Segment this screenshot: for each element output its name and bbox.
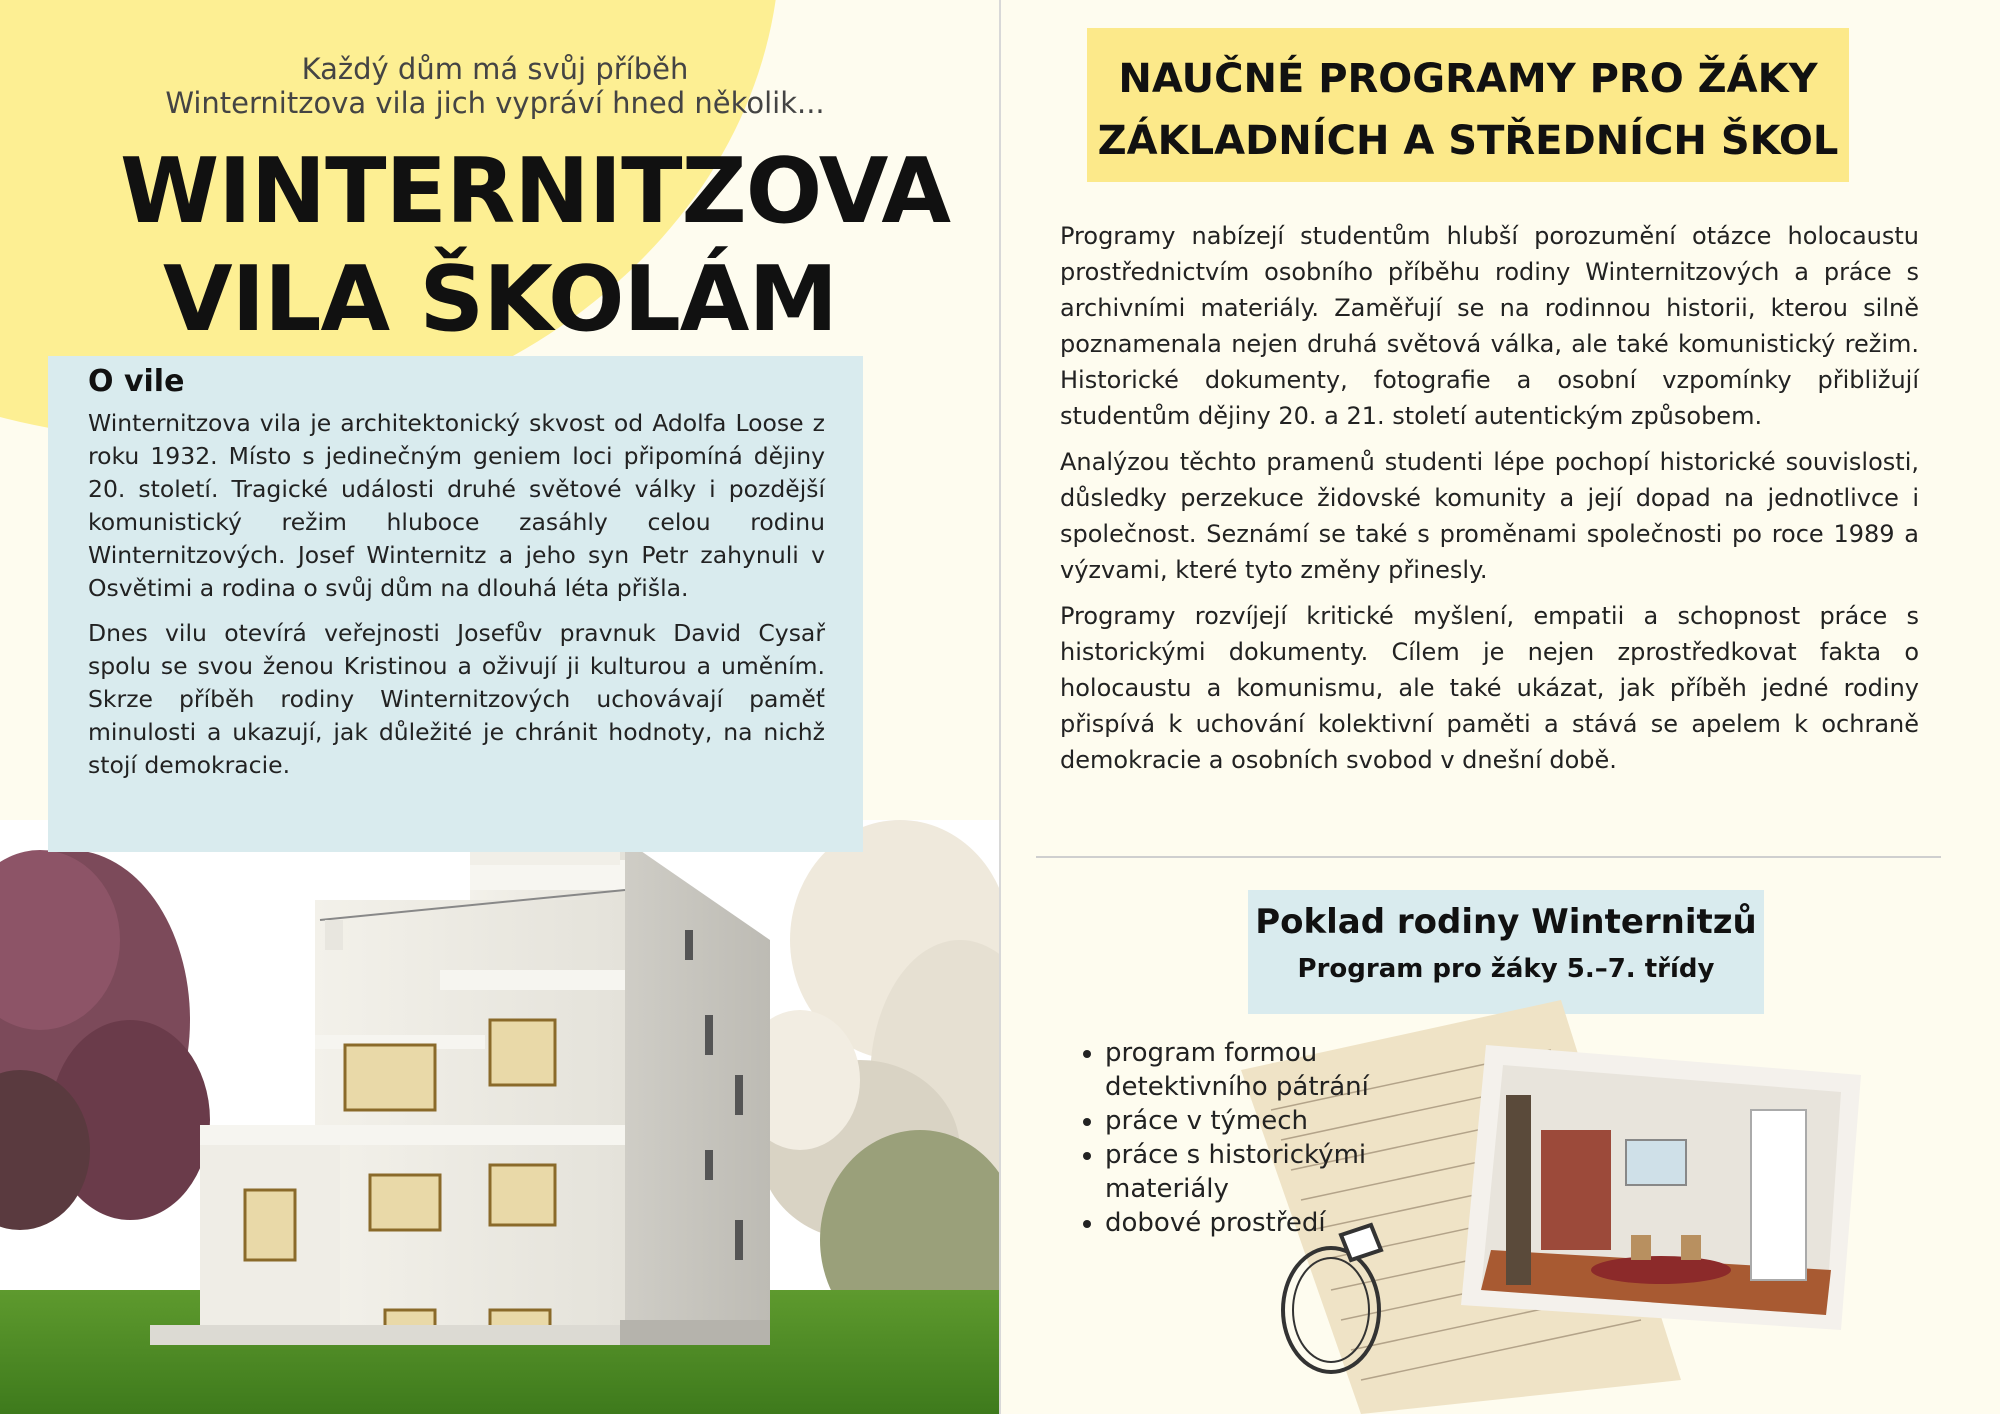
about-paragraph-1: Winternitzova vila je architektonický skvost od Adolfa Loose z roku 1932. Místo s jedinečným geniem loci připomíná dějiny 20. století. Tragické události druhé světové války i pozdější komunistický režim hluboce zasáhly celou rodinu Winternitzových. Josef Winternitz a jeho syn Petr zahynuli v Osvětimi a rodina o svůj dům na dlouhá léta přišla. — [88, 409, 825, 602]
program-title: Poklad rodiny Winternitzů — [1255, 902, 1757, 942]
description-paragraph-2: Analýzou těchto pramenů studenti lépe pochopí historické souvislosti, důsledky perzekuce židovské komunity a její dopad na jednotlivce i společnost. Seznámí se také s proměnami společnosti po roce 1989 a výzvami, které tyto změny přinesly. — [1060, 448, 1919, 584]
intro-line-2: Winternitzova vila jich vypráví hned několik... — [165, 86, 825, 120]
about-heading: O vile — [88, 364, 185, 399]
about-box — [48, 356, 863, 852]
banner-line-2: ZÁKLADNÍCH A STŘEDNÍCH ŠKOL — [1097, 118, 1839, 164]
description-paragraph-1: Programy nabízejí studentům hlubší porozumění otázce holocaustu prostřednictvím osobního příběhu rodiny Winternitzových a práce s archivními materiály. Zaměřují se na rodinnou historii, kterou silně poznamenala nejen druhá světová válka, ale také komunistický režim. Historické dokumenty, fotografie a osobní vzpomínky přibližují studentům dějiny 20. a 21. století autentickým způsobem. — [1060, 222, 1919, 430]
section-divider — [1036, 856, 1941, 858]
title-line-1: WINTERNITZOVA — [120, 139, 951, 244]
interior-photo — [1461, 1045, 1861, 1330]
intro-line-1: Každý dům má svůj příběh — [301, 52, 689, 86]
villa-photo — [0, 820, 1000, 1414]
list-item: • práce s historickými materiály — [1105, 1138, 1415, 1206]
right-page — [1001, 0, 2000, 1414]
about-paragraph-2: Dnes vilu otevírá veřejnosti Josefův pravnuk David Cysař spolu se svou ženou Kristinou a oživují ji kulturou a uměním. Skrze příběh rodiny Winternitzových uchovávají paměť minulosti a ukazují, jak důležité je chránit hodnoty, na nichž stojí demokracie. — [88, 619, 825, 779]
program-features-list — [1061, 1036, 1415, 1240]
list-item: • dobové prostředí — [1105, 1206, 1415, 1240]
list-item: • program formou detektivního pátrání — [1105, 1036, 1415, 1104]
list-item: • práce v týmech — [1105, 1104, 1415, 1138]
banner-line-1: NAUČNÉ PROGRAMY PRO ŽÁKY — [1118, 56, 1818, 102]
page-title — [120, 138, 951, 354]
program-box — [1248, 890, 1764, 1014]
programs-banner — [1087, 28, 1849, 182]
title-line-2: VILA ŠKOLÁM — [162, 247, 838, 352]
description-paragraph-3: Programy rozvíjejí kritické myšlení, empatii a schopnost práce s historickými dokumenty. Cílem je nejen zprostředkovat fakta o holocaustu a komunismu, ale také ukázat, jak příběh jedné rodiny přispívá k uchování kolektivní paměti a stává se apelem k ochraně demokracie a osobních svobod v dnešní době. — [1060, 602, 1919, 774]
program-subtitle: Program pro žáky 5.–7. třídy — [1297, 954, 1715, 984]
intro-text — [140, 52, 850, 120]
programs-description — [1060, 218, 1919, 788]
